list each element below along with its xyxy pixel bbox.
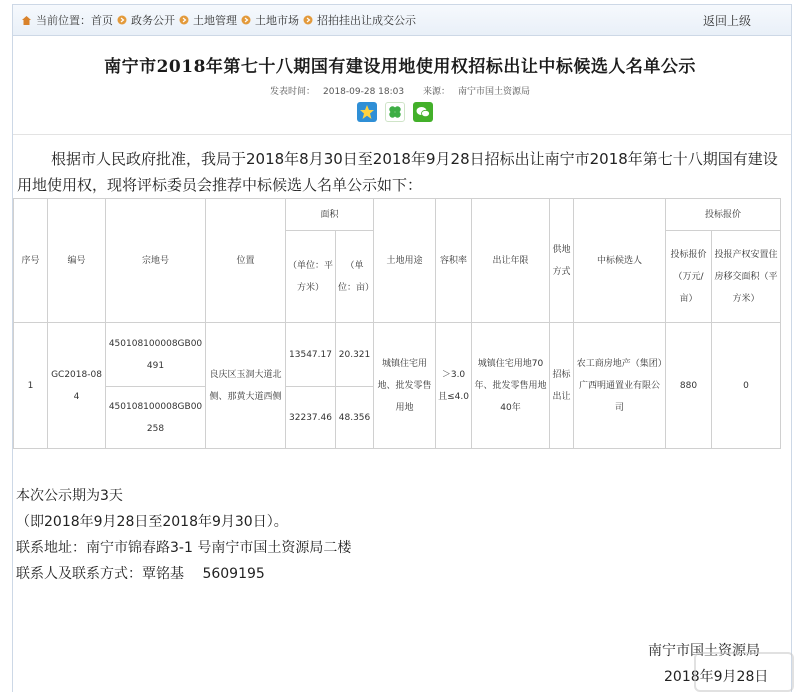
header-bid-unit-price: 投标报价（万元/亩） (666, 231, 712, 323)
cell-area-mu: 48.356 (336, 387, 374, 449)
cell-area-sqm: 13547.17 (286, 323, 336, 387)
cell-use: 城镇住宅用地、批发零售用地 (374, 323, 436, 449)
candidate-table (13, 198, 781, 449)
cell-parcel: 450108100008GB00258 (106, 387, 206, 449)
breadcrumb-prefix: 当前位置： (36, 14, 91, 27)
cell-location: 良庆区玉洞大道北侧、那黄大道西侧 (206, 323, 286, 449)
source-value: 南宁市国土资源局 (458, 87, 531, 97)
notice-contact: 联系人及联系方式：覃铭基 5609195 (16, 566, 265, 582)
header-area-mu: （单位：亩） (336, 231, 374, 323)
cell-code: GC2018-084 (48, 323, 106, 449)
breadcrumb-arrow-icon (117, 15, 127, 25)
cell-supply: 招标出让 (550, 323, 574, 449)
breadcrumb-bar (13, 5, 791, 36)
clover-share-icon[interactable] (385, 102, 405, 122)
source-label: 来源： (422, 87, 450, 97)
cell-far: ＞3.0且≤4.0 (436, 323, 472, 449)
cell-area-sqm: 32237.46 (286, 387, 336, 449)
notice-period: 本次公示期为3天 (16, 488, 123, 504)
header-bid-price: 投标报价 (666, 199, 781, 231)
page-title: 南宁市2018年第七十八期国有建设用地使用权招标出让中标候选人名单公示 (104, 57, 696, 77)
breadcrumb (21, 5, 416, 35)
cell-area-mu: 20.321 (336, 323, 374, 387)
header-code: 编号 (48, 199, 106, 323)
header-area-sqm: （单位：平方米） (286, 231, 336, 323)
divider (13, 134, 791, 135)
cell-term: 城镇住宅用地70年、批发零售用地40年 (472, 323, 550, 449)
publish-time: 2018-09-28 18:03 (323, 87, 405, 97)
wechat-share-icon[interactable] (413, 102, 433, 122)
back-link[interactable]: 返回上级 (702, 14, 751, 28)
breadcrumb-land-market[interactable]: 土地市场 (255, 14, 299, 27)
publish-label: 发表时间： (269, 87, 315, 97)
cell-seq: 1 (14, 323, 48, 449)
header-use: 土地用途 (374, 199, 436, 323)
breadcrumb-arrow-icon (241, 15, 251, 25)
breadcrumb-land-management[interactable]: 土地管理 (193, 14, 237, 27)
article-meta (0, 84, 800, 97)
breadcrumb-gov-affairs[interactable]: 政务公开 (131, 14, 175, 27)
share-bar (357, 102, 433, 122)
home-icon (21, 15, 32, 26)
intro-paragraph: 根据市人民政府批准，我局于2018年8月30日至2018年9月28日招标出让南宁市2018年第七十八期国有建设用地使用权，现将评标委员会推荐中标候选人名单公示如下： (17, 150, 778, 194)
header-bidder: 中标候选人 (574, 199, 666, 323)
header-supply: 供地方式 (550, 199, 574, 323)
header-seq: 序号 (14, 199, 48, 323)
signature-date: 2018年9月28日 (664, 669, 769, 685)
header-term: 出让年限 (472, 199, 550, 323)
notice-address: 联系地址：南宁市锦春路3-1 号南宁市国土资源局二楼 (16, 540, 352, 556)
cell-bid-unit-price: 880 (666, 323, 712, 449)
cell-parcel: 450108100008GB00491 (106, 323, 206, 387)
notice-dates: （即2018年9月28日至2018年9月30日）。 (16, 514, 288, 530)
signature-org: 南宁市国土资源局 (648, 643, 760, 659)
header-parcel: 宗地号 (106, 199, 206, 323)
table-row (14, 323, 781, 387)
breadcrumb-arrow-icon (303, 15, 313, 25)
header-resettle-area: 投报产权安置住房移交面积（平方米） (712, 231, 781, 323)
breadcrumb-home[interactable]: 首页 (91, 14, 113, 27)
star-share-icon[interactable] (357, 102, 377, 122)
cell-bidder: 农工商房地产（集团）广西明通置业有限公司 (574, 323, 666, 449)
header-far: 容积率 (436, 199, 472, 323)
header-location: 位置 (206, 199, 286, 323)
header-area: 面积 (286, 199, 374, 231)
breadcrumb-arrow-icon (179, 15, 189, 25)
cell-resettle-area: 0 (712, 323, 781, 449)
watermark-logo (694, 652, 794, 692)
breadcrumb-current[interactable]: 招拍挂出让成交公示 (317, 14, 416, 27)
